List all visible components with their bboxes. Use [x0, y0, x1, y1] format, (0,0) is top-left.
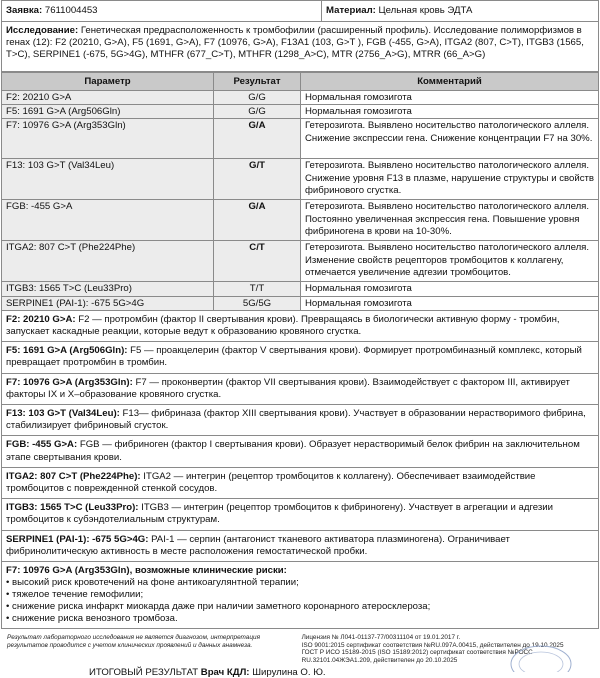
result-cell: G/A: [214, 119, 301, 159]
risk-item: • тяжелое течение гемофилии;: [6, 589, 144, 601]
table-row: [2, 282, 599, 296]
gene-description: SERPINE1 (PAI-1): -675 5G>4G: PAI-1 — серпин (антагонист тканевого активатора плазминогена). Ограничивает фибринолитическую активность в месте расположения гемостатической пробки.: [1, 531, 599, 562]
gene-description: ITGB3: 1565 T>C (Leu33Pro): ITGB3 — интегрин (рецептор тромбоцитов к фибриногену). Участвует в агрегации и адгезии тромбоцитов к субэндотелиальным структурам.: [1, 499, 599, 530]
risk-item: • снижение риска венозного тромбоза.: [6, 613, 178, 625]
lab-report: [1, 0, 599, 678]
comment-cell: Гетерозигота. Выявлено носительство патологического аллеля. Снижение уровня F13 в плазме, нарушение структуры и свойств фибринового сгустка.: [301, 159, 599, 200]
table-row: [2, 200, 599, 241]
order-number: Заявка: 7611004453: [2, 1, 322, 21]
comment-cell: Нормальная гомозигота: [301, 91, 599, 105]
comment-cell: Нормальная гомозигота: [301, 296, 599, 310]
study-description: Исследование: Генетическая предрасположенность к тромбофилии (расширенный профиль). Исследование полиморфизмов в генах (12): F2 (20210, G>A), F5 (1691, G>A), F7 (10976, G>A), F13A1 (103, G>T ), FGB (-455, G>A), ITGA2 (807, C>T), ITGB3 (1565, T>C), SERPINE1 (-675, 5G>4G), MTHFR (677_C>T), MTHFR (1298_A>C), MTR (2756_A>G), MTRR (66_A>G): [1, 22, 599, 72]
column-header: Комментарий: [301, 73, 599, 91]
gene-description: F13: 103 G>T (Val34Leu): F13— фибриназа (фактор XIII свертывания крови). Участвует в образовании нерастворимого фибрина, стабилизирует фибриновый сгусток.: [1, 405, 599, 436]
parameter-cell: F13: 103 G>T (Val34Leu): [2, 159, 214, 200]
table-row: [2, 91, 599, 105]
clinical-risks: F7: 10976 G>A (Arg353Gln), возможные клинические риски: • высокий риск кровотечений на фоне антикоагулянтной терапии; • тяжелое течение гемофилии; • снижение риска инфаркт миокарда даже при наличии заметного коронарного атеросклероза; • снижение риска венозного тромбоза.: [1, 562, 599, 629]
table-row: [2, 105, 599, 119]
comment-cell: Гетерозигота. Выявлено носительство патологического аллеля. Постоянно увеличенная экспрессия гена. Повышение уровня фибриногена в крови на 10-30%.: [301, 200, 599, 241]
gene-description: F2: 20210 G>A: F2 — протромбин (фактор II свертывания крови). Превращаясь в биологически активную форму - тромбин, запускает каскадные реакции, которые ведут к образованию кровяного сгустка.: [1, 311, 599, 342]
parameter-cell: F2: 20210 G>A: [2, 91, 214, 105]
parameter-cell: FGB: -455 G>A: [2, 200, 214, 241]
parameter-cell: F5: 1691 G>A (Arg506Gln): [2, 105, 214, 119]
result-cell: G/A: [214, 200, 301, 241]
material: Материал: Цельная кровь ЭДТА: [326, 5, 473, 16]
comment-cell: Нормальная гомозигота: [301, 105, 599, 119]
gene-description: FGB: -455 G>A: FGB — фибриноген (фактор I свертывания крови). Образует нерастворимый белок фибрин на заключительном этапе свертывания крови.: [1, 436, 599, 467]
risk-item: • снижение риска инфаркт миокарда даже при наличии заметного коронарного атеросклероза;: [6, 601, 431, 613]
table-row: [2, 241, 599, 282]
results-body: [2, 91, 599, 311]
results-table: [1, 72, 599, 311]
gene-description: F5: 1691 G>A (Arg506Gln): F5 — проакцелерин (фактор V свертывания крови). Формирует протромбиназный комплекс, который превращает протромбин в тромбин.: [1, 342, 599, 373]
table-row: [2, 159, 599, 200]
parameter-cell: SERPINE1 (PAI-1): -675 5G>4G: [2, 296, 214, 310]
gene-description: ITGA2: 807 C>T (Phe224Phe): ITGA2 — интегрин (рецептор тромбоцитов к коллагену). Обеспечивает взаимодействие тромбоцитов с поврежденной стенкой сосудов.: [1, 468, 599, 499]
result-cell: G/G: [214, 91, 301, 105]
column-header: Результат: [214, 73, 301, 91]
comment-cell: Гетерозигота. Выявлено носительство патологического аллеля. Изменение свойств рецепторов тромбоцитов к коллагену, отмечается увеличение адгезии тромбоцитов.: [301, 241, 599, 282]
gene-description: F7: 10976 G>A (Arg353Gln): F7 — проконвертин (фактор VII свертывания крови). Взаимодействует с фактором III, активирует факторы IX и X–образование кровяного сгустка.: [1, 374, 599, 405]
result-cell: C/T: [214, 241, 301, 282]
doctor-name: Ширулина О. Ю.: [252, 667, 326, 678]
disclaimer: Результат лабораторного исследования не является диагнозом, интерпретация результатов проводится с учетом клинических проявлений и данных анамнеза.: [7, 634, 260, 649]
final-result: ИТОГОВЫЙ РЕЗУЛЬТАТ Врач КДЛ: Ширулина О. Ю.: [89, 667, 326, 678]
risk-item: • высокий риск кровотечений на фоне антикоагулянтной терапии;: [6, 577, 299, 589]
result-cell: G/G: [214, 105, 301, 119]
parameter-cell: ITGA2: 807 C>T (Phe224Phe): [2, 241, 214, 282]
result-cell: T/T: [214, 282, 301, 296]
results-header-row: [2, 73, 599, 91]
gene-descriptions: [1, 311, 599, 562]
comment-cell: Нормальная гомозигота: [301, 282, 599, 296]
table-row: [2, 296, 599, 310]
lab-stamp-icon: [505, 634, 577, 672]
parameter-cell: ITGB3: 1565 T>C (Leu33Pro): [2, 282, 214, 296]
license-info: Лицензия № Л041-01137-77/00311104 от 19.01.2017 г. ISO 9001:2015 сертификат соответствия №RU.097A.00415, действителен до 19.10.2025 ГОСТ Р ИСО 15189-2015 (ISO 15189:2012) сертификат соответствия №РОСС RU.32101.04ЖЭА1.209, действителен до 20.10.2025: [301, 634, 564, 664]
risk-list: [6, 577, 594, 625]
comment-cell: Гетерозигота. Выявлено носительство патологического аллеля. Снижение экспрессии гена. Снижение концентрации F7 на 30%.: [301, 119, 599, 159]
order-header: [1, 0, 599, 22]
parameter-cell: F7: 10976 G>A (Arg353Gln): [2, 119, 214, 159]
column-header: Параметр: [2, 73, 214, 91]
result-cell: G/T: [214, 159, 301, 200]
table-row: [2, 119, 599, 159]
result-cell: 5G/5G: [214, 296, 301, 310]
